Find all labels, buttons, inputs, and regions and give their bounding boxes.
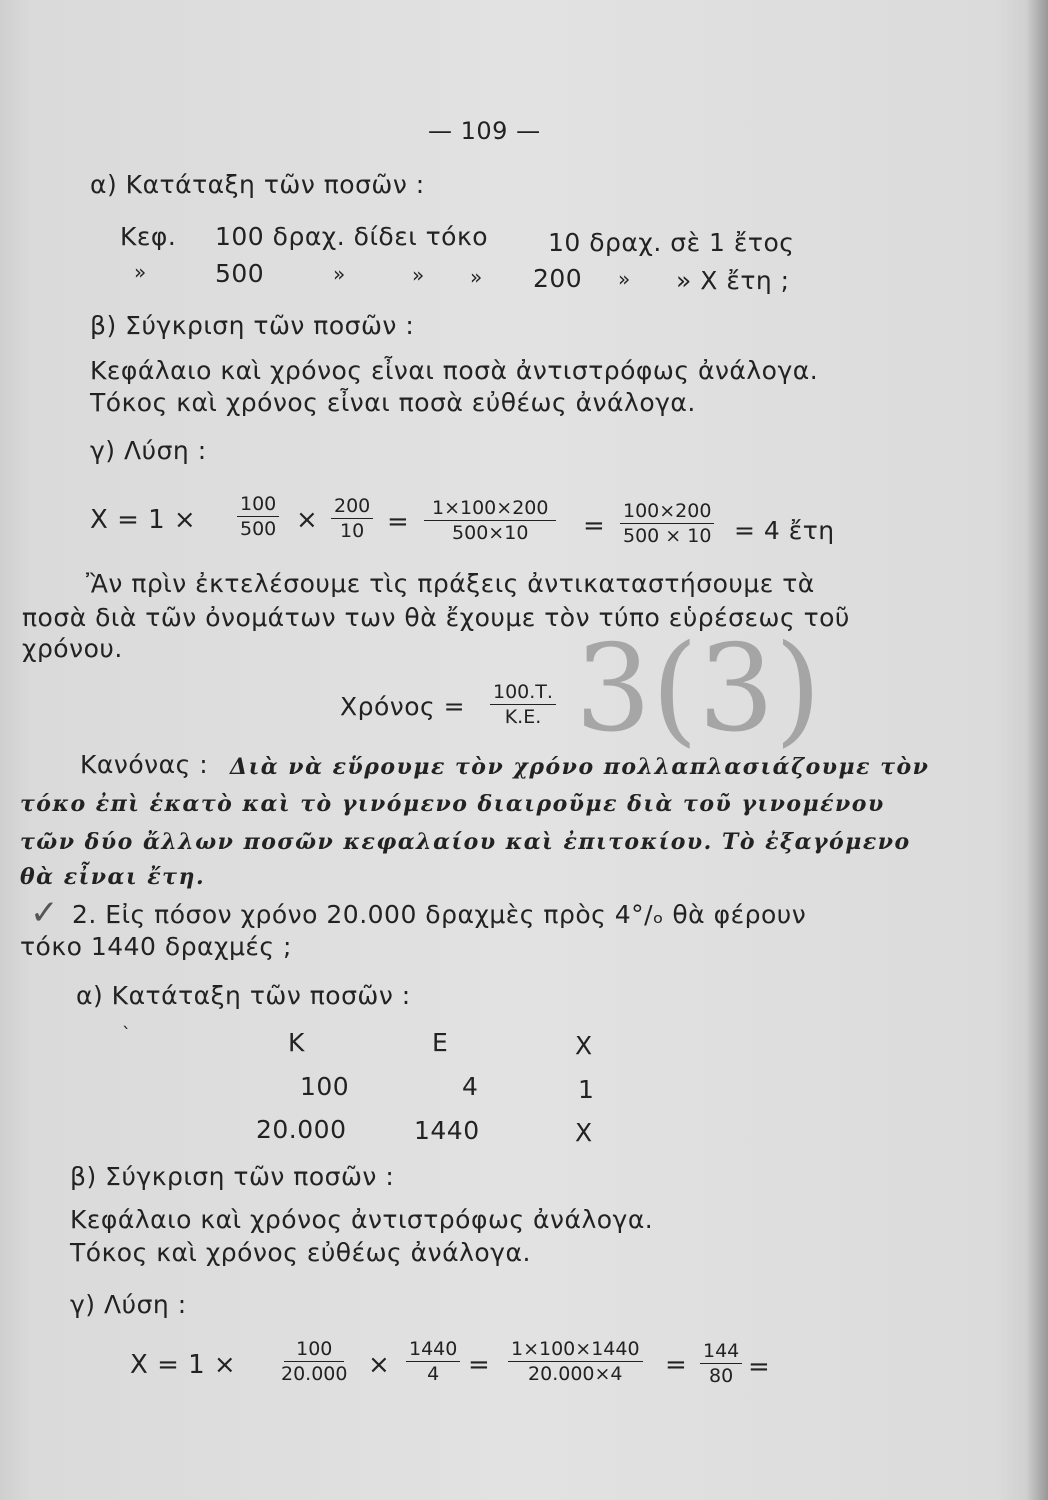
formula-lhs: Χρόνος = [340, 692, 466, 721]
section-b-heading: β) Σύγκριση τῶν ποσῶν : [70, 1162, 395, 1191]
table-header: Χ [575, 1031, 593, 1060]
rule-text: Διὰ νὰ εὕρουμε τὸν χρόνο πολλαπλασιάζουμε τὸν [230, 754, 930, 780]
section-b-heading: β) Σύγκριση τῶν ποσῶν : [90, 311, 415, 340]
table-header: Κ [288, 1028, 305, 1057]
fraction-denominator: 20.000 [281, 1363, 348, 1385]
section-a-heading: α) Κατάταξη τῶν ποσῶν : [90, 170, 425, 199]
ditto-mark: » [470, 265, 483, 289]
problem-statement: τόκο 1440 δραχμές ; [20, 932, 292, 961]
text-line: Κεφάλαιο καὶ χρόνος ἀντιστρόφως ἀνάλογα. [70, 1205, 654, 1234]
rule-text: τῶν δύο ἄλλων ποσῶν κεφαλαίου καὶ ἐπιτοκίου. Τὸ ἐξαγόμενο [20, 829, 911, 855]
text-line: χρόνου. [22, 634, 123, 663]
table-cell: Χ [575, 1118, 593, 1147]
equation-result: = 4 ἔτη [734, 516, 835, 545]
fraction [508, 1338, 643, 1385]
fraction-numerator: 100.Τ. [490, 681, 556, 705]
table-cell: Κεφ. [120, 222, 177, 251]
ditto-mark: » [412, 263, 425, 287]
table-cell: » Χ ἔτη ; [676, 266, 790, 295]
equals-sign: = [387, 507, 410, 537]
equals-sign: = [583, 511, 606, 541]
fraction-numerator: 200 [331, 495, 373, 519]
fraction-numerator: 1440 [406, 1338, 460, 1362]
fraction-numerator: 100 [284, 1338, 344, 1362]
fraction-denominator: 500×10 [452, 522, 529, 544]
ditto-mark: » [134, 260, 147, 284]
rule-text: θὰ εἶναι ἔτη. [20, 864, 206, 890]
rule-text: τόκο ἐπὶ ἑκατὸ καὶ τὸ γινόμενο διαιροῦμε διὰ τοῦ γινομένου [20, 791, 885, 817]
fraction-denominator: 500 × 10 [623, 525, 712, 547]
tick-mark: ` [122, 1024, 132, 1045]
table-cell: 10 δραχ. σὲ 1 ἔτος [548, 228, 795, 257]
table-cell: 4 [462, 1072, 479, 1101]
fraction-denominator: 10 [340, 520, 365, 542]
text-line: Τόκος καὶ χρόνος εὐθέως ἀνάλογα. [70, 1238, 531, 1267]
text-line: Κεφάλαιο καὶ χρόνος εἶναι ποσὰ ἀντιστρόφως ἀνάλογα. [90, 356, 819, 385]
table-cell: 100 [300, 1072, 350, 1101]
fraction [406, 1338, 460, 1385]
rule-label: Κανόνας : [80, 750, 209, 779]
equation-lhs: Χ = 1 × [90, 505, 197, 535]
page-edge-shadow [1026, 0, 1048, 1500]
formula-fraction [490, 681, 556, 728]
fraction-denominator: 500 [240, 518, 277, 540]
table-cell: 500 [215, 259, 265, 288]
equals-sign: = [665, 1350, 688, 1380]
fraction [700, 1340, 742, 1387]
table-cell: 200 [533, 264, 583, 293]
table-cell: 1440 [414, 1116, 480, 1145]
section-c-heading: γ) Λύση : [70, 1290, 187, 1319]
ditto-mark: » [618, 267, 631, 291]
handwritten-note: 3(3) [575, 620, 822, 759]
check-mark-icon: ✓ [30, 893, 59, 933]
text-line: Ἂν πρὶν ἐκτελέσουμε τὶς πράξεις ἀντικαταστήσουμε τὰ [86, 569, 815, 598]
table-header: Ε [432, 1028, 449, 1057]
page-number: — 109 — [428, 117, 541, 145]
times-sign: × [296, 505, 319, 535]
ditto-mark: » [333, 262, 346, 286]
fraction-denominator: 4 [427, 1363, 440, 1385]
fraction [331, 495, 373, 542]
fraction-numerator: 1×100×200 [424, 497, 556, 521]
fraction-numerator: 1×100×1440 [508, 1338, 643, 1362]
fraction-numerator: 100 [237, 493, 279, 517]
problem-statement: 2. Εἰς πόσον χρόνο 20.000 δραχμὲς πρὸς 4°/ₒ θὰ φέρουν [72, 900, 807, 929]
fraction-denominator: Κ.Ε. [504, 706, 542, 728]
section-a-heading: α) Κατάταξη τῶν ποσῶν : [76, 981, 411, 1010]
section-c-heading: γ) Λύση : [90, 436, 207, 465]
table-cell: 100 δραχ. δίδει τόκο [215, 222, 488, 251]
equals-sign: = [748, 1352, 771, 1382]
times-sign: × [368, 1350, 391, 1380]
fraction [424, 497, 556, 544]
equals-sign: = [468, 1350, 491, 1380]
equation-lhs: Χ = 1 × [130, 1350, 237, 1380]
fraction-numerator: 144 [700, 1340, 742, 1364]
table-cell: 20.000 [256, 1115, 347, 1144]
fraction-denominator: 80 [709, 1365, 734, 1387]
fraction-numerator: 100×200 [620, 500, 714, 524]
fraction [620, 500, 714, 547]
text-line: Τόκος καὶ χρόνος εἶναι ποσὰ εὐθέως ἀνάλογα. [90, 388, 696, 417]
table-cell: 1 [578, 1075, 595, 1104]
fraction [278, 1338, 350, 1385]
fraction-denominator: 20.000×4 [528, 1363, 623, 1385]
fraction [237, 493, 279, 540]
text-line: ποσὰ διὰ τῶν ὀνομάτων των θὰ ἔχουμε τὸν τύπο εὑρέσεως τοῦ [22, 603, 850, 632]
